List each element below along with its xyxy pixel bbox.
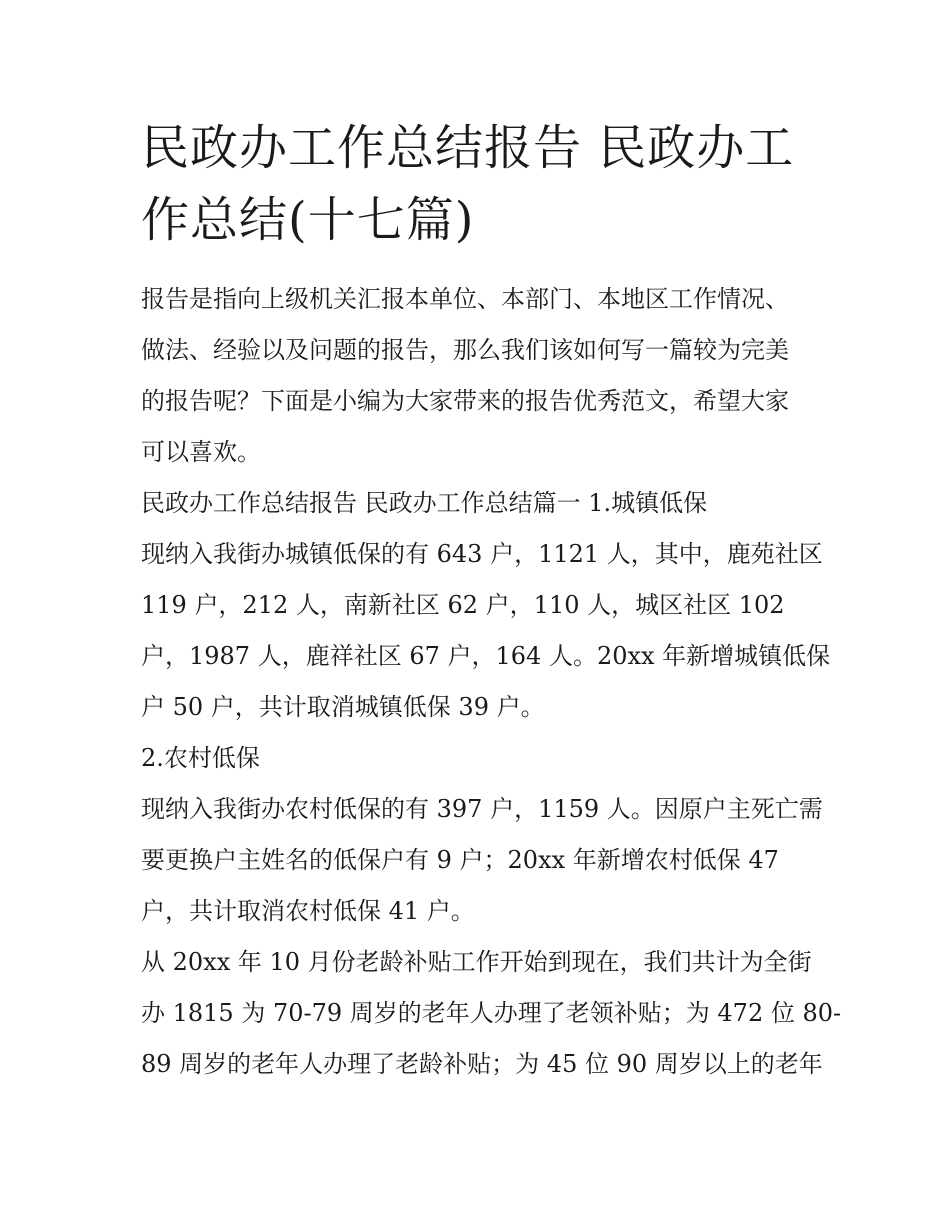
document-page xyxy=(141,112,842,1090)
body-line: 户，1987 人，鹿祥社区 67 户，164 人。20xx 年新增城镇低保 xyxy=(141,642,831,670)
body-line: 的报告呢？下面是小编为大家带来的报告优秀范文，希望大家 xyxy=(141,387,789,415)
document-body xyxy=(141,274,842,1090)
section-heading-2: 2.农村低保 xyxy=(141,744,260,772)
body-line: 办 1815 为 70-79 周岁的老年人办理了老领补贴；为 472 位 80- xyxy=(141,999,842,1027)
body-line: 可以喜欢。 xyxy=(141,438,261,466)
body-line: 要更换户主姓名的低保户有 9 户；20xx 年新增农村低保 47 xyxy=(141,846,779,874)
body-line: 户 50 户，共计取消城镇低保 39 户。 xyxy=(141,693,545,721)
body-line: 做法、经验以及问题的报告，那么我们该如何写一篇较为完美 xyxy=(141,336,789,364)
body-line: 现纳入我街办农村低保的有 397 户，1159 人。因原户主死亡需 xyxy=(141,795,823,823)
body-line: 89 周岁的老年人办理了老龄补贴；为 45 位 90 周岁以上的老年 xyxy=(141,1050,823,1078)
body-line: 报告是指向上级机关汇报本单位、本部门、本地区工作情况、 xyxy=(141,285,789,313)
body-line: 119 户，212 人，南新社区 62 户，110 人，城区社区 102 xyxy=(141,591,785,619)
body-line: 户，共计取消农村低保 41 户。 xyxy=(141,897,475,925)
document-title xyxy=(141,112,821,256)
title-line-2: 作总结(十七篇) xyxy=(141,192,475,248)
title-line-1: 民政办工作总结报告 民政办工 xyxy=(141,120,795,176)
body-line: 现纳入我街办城镇低保的有 643 户，1121 人，其中，鹿苑社区 xyxy=(141,540,823,568)
section-heading-1: 民政办工作总结报告 民政办工作总结篇一 1.城镇低保 xyxy=(141,489,708,517)
body-line: 从 20xx 年 10 月份老龄补贴工作开始到现在，我们共计为全街 xyxy=(141,948,812,976)
